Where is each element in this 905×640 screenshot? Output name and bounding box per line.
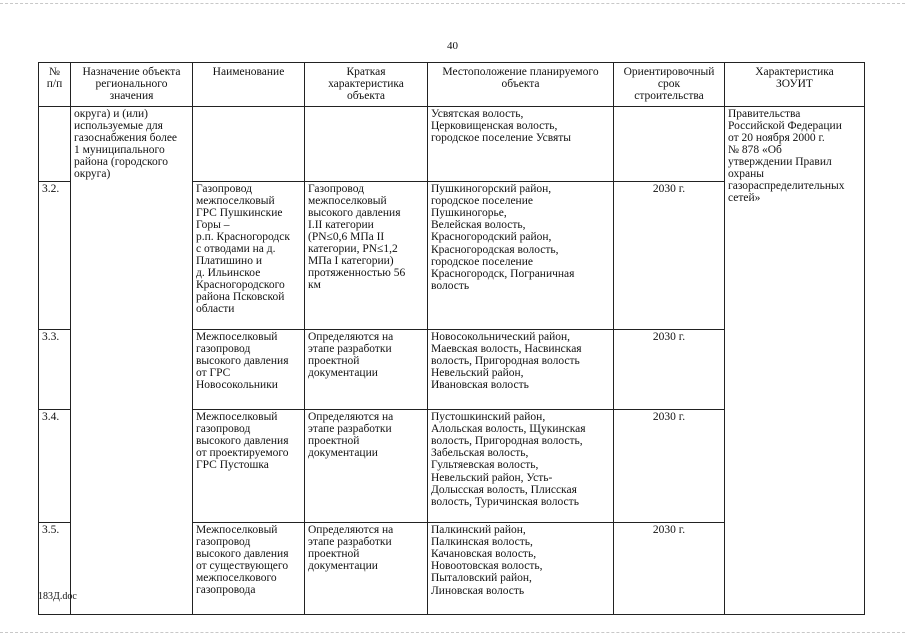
cell-zone-continuation: Правительства Российской Федерации от 20 ноября 2000 г. № 878 «Об утверждении Правил охраны газораспределительных сетей» <box>725 107 865 615</box>
cell-name: Межпоселковый газопровод высокого давления от существующего межпоселкового газопровода <box>193 522 305 614</box>
cell-name: Межпоселковый газопровод высокого давления от ГРС Новосокольники <box>193 329 305 409</box>
cell-num: 3.3. <box>39 329 71 409</box>
cell-term: 2030 г. <box>614 181 725 329</box>
header-location: Местоположение планируемого объекта <box>428 63 614 107</box>
cell-purpose-empty <box>71 181 193 329</box>
cell-name: Газопровод межпоселковый ГРС Пушкинские Горы – р.п. Красногородск с отводами на д. Платишино и д. Ильинское Красногородского района Псковской области <box>193 181 305 329</box>
cell-location: Пустошкинский район, Алольская волость, Щукинская волость, Пригородная волость, Забельская волость, Гультяевская волость, Невельский район, Усть- Долысская волость, Плисская волость, Туричинская волость <box>428 409 614 522</box>
table-header-row <box>39 63 865 107</box>
cell-term: 2030 г. <box>614 409 725 522</box>
header-name: Наименование <box>193 63 305 107</box>
cell-term-continuation <box>614 107 725 182</box>
cell-name: Межпоселковый газопровод высокого давления от проектируемого ГРС Пустошка <box>193 409 305 522</box>
cell-purpose-empty <box>71 409 193 522</box>
cell-location: Новосокольнический район, Маевская волость, Насвинская волость, Пригородная волость Невельский район, Ивановская волость <box>428 329 614 409</box>
cell-num: 3.5. <box>39 522 71 614</box>
header-brief: Краткая характеристика объекта <box>305 63 428 107</box>
cell-brief: Газопровод межпоселковый высокого давления I.II категории (PN≤0,6 МПа II категории, PN≤1,2 МПа I категории) протяженностью 56 км <box>305 181 428 329</box>
cell-term: 2030 г. <box>614 522 725 614</box>
cell-term: 2030 г. <box>614 329 725 409</box>
cell-purpose-empty <box>71 522 193 614</box>
page-number: 40 <box>447 40 458 52</box>
cell-brief: Определяются на этапе разработки проектной документации <box>305 522 428 614</box>
header-purpose: Назначение объекта регионального значения <box>71 63 193 107</box>
header-zone: Характеристика ЗОУИТ <box>725 63 865 107</box>
regional-objects-table <box>38 62 865 615</box>
scan-edge-top <box>0 3 905 4</box>
cell-purpose-continuation: округа) и (или) используемые для газоснабжения более 1 муниципального района (городского округа) <box>71 107 193 182</box>
scan-edge-bottom <box>0 632 905 633</box>
cell-brief: Определяются на этапе разработки проектной документации <box>305 329 428 409</box>
cell-num-continuation <box>39 107 71 182</box>
cell-brief: Определяются на этапе разработки проектной документации <box>305 409 428 522</box>
cell-num: 3.4. <box>39 409 71 522</box>
cell-num: 3.2. <box>39 181 71 329</box>
header-term: Ориентировочный срок строительства <box>614 63 725 107</box>
cell-location: Пушкиногорский район, городское поселение Пушкиногорье, Велейская волость, Красногородский район, Красногородская волость, городское поселение Красногородск, Пограничная волость <box>428 181 614 329</box>
header-num: № п/п <box>39 63 71 107</box>
cell-purpose-empty <box>71 329 193 409</box>
cell-location: Палкинский район, Палкинская волость, Качановская волость, Новоотовская волость, Пыталовский район, Линовская волость <box>428 522 614 614</box>
cell-brief-continuation <box>305 107 428 182</box>
table-row-continuation <box>39 107 865 182</box>
cell-location-continuation: Усвятская волость, Церковищенская волость, городское поселение Усвяты <box>428 107 614 182</box>
cell-name-continuation <box>193 107 305 182</box>
footer-filename: 183Д.doc <box>38 591 77 602</box>
